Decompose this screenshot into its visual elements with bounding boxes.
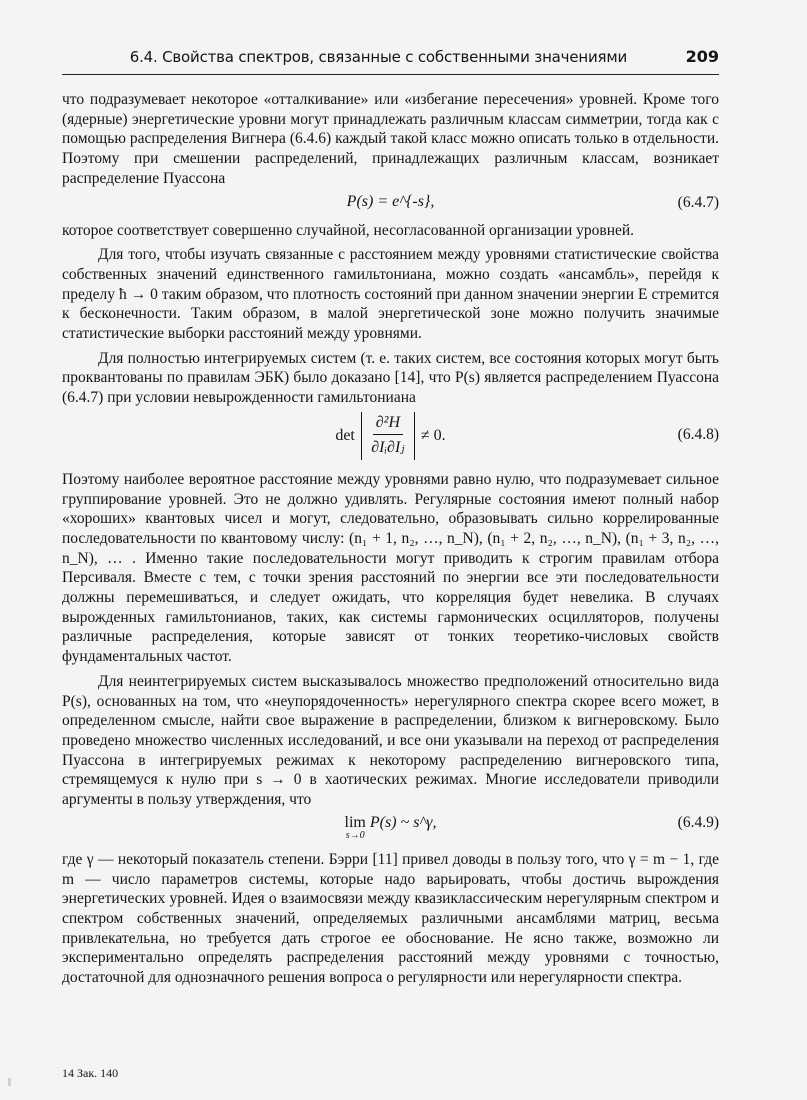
page-number: 209: [685, 47, 719, 66]
equation-expression: P(s) = e^{-s},: [346, 192, 435, 210]
equation-number: (6.4.9): [677, 813, 719, 831]
paragraph: Для того, чтобы изучать связанные с расстоянием между уровнями статистические свойства собственных значений единственного гамильтониана, можно создать «ансамбль», перейдя к пределу ħ → 0 таким образом, что плотность состояний при данном значении энергии E стремится к бесконечности. Таким образом, в малой энергетической зоне можно получить значимые статистические выборки расстояний между уровнями.: [62, 246, 719, 343]
det-label: det: [335, 426, 355, 444]
paragraph: Поэтому наиболее вероятное расстояние между уровнями равно нулю, что подразумевает сильное группирование уровней. Это не должно удивлять. Регулярные состояния имеют полный набор «хороших» квантовых чисел и могут, следовательно, образовывать сильно коррелированные последовательности по квантовому числу: (n₁ + 1, n₂, …, n_N), (n₁ + 2, n₂, …, n_N), (n₁ + 3, n₂, …, n_N), … . Именно такие последовательности могут приводить к строгим правилам отбора Персиваля. Вместе с тем, с точки зрения расстояний по энергии все эти последовательности должны перемешиваться, и следует ожидать, что корреляция будет невелика. В случаях вырожденных гамильтонианов, таких, как системы гармонических осцилляторов, получены различные распределения, которые зависят от тонких теоретико-числовых свойств фундаментальных частот.: [62, 470, 719, 666]
equation-number: (6.4.7): [677, 193, 719, 211]
running-header: [62, 44, 719, 75]
limit-expression: P(s) ~ s^γ,: [369, 813, 437, 831]
paragraph: которое соответствует совершенно случайной, несогласованной организации уровней.: [62, 221, 635, 239]
numerator: ∂²H: [373, 414, 403, 435]
abs-bar-left: [361, 412, 362, 460]
paragraph: где γ — некоторый показатель степени. Бэрри [11] привел доводы в пользу того, что γ = m − 1, где m — число параметров системы, которые надо варьировать, чтобы достичь вырождения энергетических уровней. Идея о взаимосвязи между квазиклассическим нерегулярным спектром и спектром собственных значений, определяемых различными ансамблями матриц, весьма привлекательна, но требуется дать строгое ее обоснование. Не ясно также, возможно ли экспериментально определять распределения расстояний между уровнями с точностью, достаточной для однозначного решения вопроса о регулярности или нерегулярности спектра.: [62, 850, 719, 987]
determinant: [335, 412, 445, 460]
equation-6-4-9: [62, 810, 719, 850]
paragraph: что подразумевает некоторое «отталкивание» или «избегание пересечения» уровней. Кроме того (ядерные) энергетические уровни могут принадлежать различным классам симметрии, тогда как с помощью распределения Вигнера (6.4.6) каждый такой класс можно описать только в отдельности. Поэтому при смешении распределений, принадлежащих различным классам, возникает распределение Пуассона: [62, 91, 719, 187]
scan-artifact: [8, 1078, 11, 1086]
equation-number: (6.4.8): [677, 425, 719, 443]
denominator: ∂Iᵢ∂Iⱼ: [371, 439, 405, 457]
paragraph: Для неинтегрируемых систем высказывалось множество предположений относительно вида P(s), основанных на том, что «неупорядоченность» нерегулярного спектра скорее всего может, в определенном смысле, найти свое выражение в распределении, близком к вигнеровскому. Было проведено множество численных исследований, и все они указывали на переход от распределения Пуассона в интегрируемых режимах к некоторому распределению вигнеровского типа, стремящемуся к нулю при s → 0 в хаотических режимах. Многие исследователи приводили аргументы в пользу утверждения, что: [62, 672, 719, 809]
limit-operator: lim s→0: [344, 813, 366, 841]
equation-6-4-7: [62, 189, 719, 221]
relation: ≠ 0.: [420, 426, 446, 444]
section-title: 6.4. Свойства спектров, связанные с собственными значениями: [129, 48, 627, 66]
paragraph: Для полностью интегрируемых систем (т. е. таких систем, все состояния которых могут быть проквантованы по правилам ЭБК) было доказано [14], что P(s) является распределением Пуассона (6.4.7) при условии невырожденности гамильтониана: [62, 349, 719, 407]
abs-bar-right: [414, 412, 415, 460]
printer-signature: 14 Зак. 140: [62, 1066, 119, 1080]
text-body: [62, 90, 719, 988]
fraction: [368, 414, 407, 457]
equation-6-4-8: [62, 408, 719, 470]
